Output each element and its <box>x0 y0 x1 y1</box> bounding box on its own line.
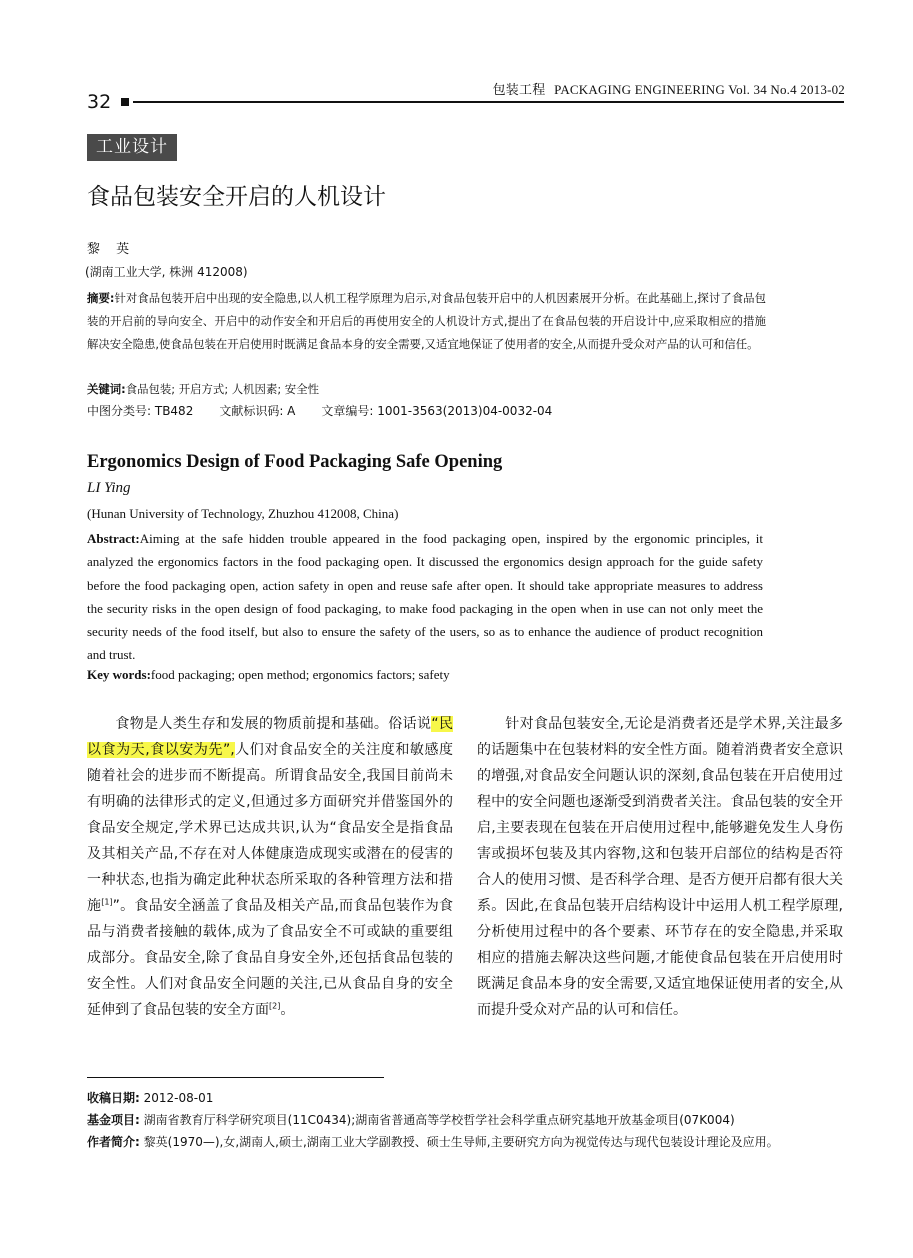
footnote-label: 收稿日期: <box>87 1091 140 1105</box>
citation-ref: [2] <box>269 1001 281 1011</box>
abstract-cn <box>87 287 766 356</box>
body-column-right <box>477 711 843 1023</box>
footnote-author <box>87 1131 847 1153</box>
keywords-en <box>87 667 450 683</box>
article-title-cn: 食品包装安全开启的人机设计 <box>87 184 386 210</box>
body-text: 食物是人类生存和发展的物质前提和基础。俗话说 <box>115 716 432 732</box>
footnote-received <box>87 1087 847 1109</box>
body-text: 人们对食品安全的关注度和敏感度随着社会的进步而不断提高。所谓食品安全,我国目前尚未有明确的法律形式的定义,但通过多方面研究并借鉴国外的食品安全规定,学术界已达成共识,认为“食品安全是指食品及其相关产品,不存在对人体健康造成现实或潜在的侵害的一种状态,也指为确定此种状态所采取的各种管理方法和措施 <box>87 742 454 914</box>
body-text: 。 <box>280 1002 295 1018</box>
keywords-cn <box>87 378 766 401</box>
section-badge: 工业设计 <box>87 134 177 161</box>
journal-name-cn: 包装工程 <box>492 83 546 98</box>
classification-line <box>87 402 552 419</box>
keywords-en-label: Key words: <box>87 667 151 682</box>
article-number: 文章编号: 1001-3563(2013)04-0032-04 <box>321 404 553 418</box>
footnote-label: 基金项目: <box>87 1113 140 1127</box>
header-rule <box>133 101 844 103</box>
journal-name-en: PACKAGING ENGINEERING Vol. 34 No.4 2013-02 <box>554 82 845 97</box>
document-code: 文献标识码: A <box>219 404 296 418</box>
received-date: 2012-08-01 <box>143 1091 214 1105</box>
page-number: 32 <box>87 91 112 113</box>
footnote-fund <box>87 1109 847 1131</box>
keywords-cn-label: 关键词: <box>87 382 126 396</box>
citation-ref: [1] <box>101 897 113 907</box>
fund-text: 湖南省教育厅科学研究项目(11C0434);湖南省普通高等学校哲学社会科学重点研究基地开放基金项目(07K004) <box>143 1113 735 1127</box>
abstract-cn-text: 针对食品包装开启中出现的安全隐患,以人机工程学原理为启示,对食品包装开启中的人机因素展开分析。在此基础上,探讨了食品包装的开启前的导向安全、开启中的动作安全和开启后的再使用安全的人机设计方式,提出了在食品包装的开启设计中,应采取相应的措施解决安全隐患,使食品包装在开启使用时既满足食品本身的安全需要,又适宜地保证了使用者的安全,从而提升受众对产品的认可和信任。 <box>87 291 766 351</box>
article-title-en: Ergonomics Design of Food Packaging Safe Opening <box>87 452 503 472</box>
abstract-en <box>87 527 763 667</box>
clc-number: 中图分类号: TB482 <box>87 404 194 418</box>
affiliation-en: (Hunan University of Technology, Zhuzhou 412008, China) <box>87 506 399 521</box>
footnote-label: 作者简介: <box>87 1135 140 1149</box>
keywords-cn-text: 食品包装; 开启方式; 人机因素; 安全性 <box>125 382 319 396</box>
highlighted-quote: “民以食为天,食以安为先”, <box>87 716 453 758</box>
body-column-left <box>87 711 453 1023</box>
abstract-en-label: Abstract: <box>87 531 140 546</box>
body-text: 针对食品包装安全,无论是消费者还是学术界,关注最多的话题集中在包装材料的安全性方面。随着消费者安全意识的增强,对食品安全问题认识的深刻,食品包装在开启使用过程中的安全问题也逐渐受到消费者关注。食品包装的安全开启,主要表现在包装在开启使用过程中,能够避免发生人身伤害或损坏包装及其内容物,这和包装开启部位的结构是否符合人的使用习惯、是否科学合理、是否方便开启都有很大关系。因此,在食品包装开启结构设计中运用人机工程学原理,分析使用过程中的各个要素、环节存在的安全隐患,并采取相应的措施去解决这些问题,才能使食品包装在开启使用时既满足食品本身的安全需要,又适宜地保证使用者的安全,从而提升受众对产品的认可和信任。 <box>477 716 843 1018</box>
abstract-en-text: Aiming at the safe hidden trouble appeared in the food packaging open, inspired by the ergonomic principles, it analyzed the ergonomics factors in the food packaging open. It discussed the ergonomics design approach for the guide safety before the food packaging open, action safety in open and reuse safe after open. It should take appropriate measures to address the security risks in the open design of food packaging, to make food packaging in the open when in use can not only meet the security needs of the food itself, but also to ensure the safety of the users, so as to enhance the audience of product recognition and trust. <box>87 531 763 663</box>
running-head <box>493 79 845 98</box>
body-text: ”。食品安全涵盖了食品及相关产品,而食品包装作为食品与消费者接触的载体,成为了食品安全不可或缺的重要组成部分。食品安全,除了食品自身安全外,还包括食品包装的安全性。人们对食品安全问题的关注,已从食品自身的安全延伸到了食品包装的安全方面 <box>87 898 454 1018</box>
author-en: LI Ying <box>87 480 131 496</box>
keywords-en-text: food packaging; open method; ergonomics factors; safety <box>150 667 450 682</box>
author-cn: 黎 英 <box>87 242 136 257</box>
author-bio: 黎英(1970—),女,湖南人,硕士,湖南工业大学副教授、硕士生导师,主要研究方向为视觉传达与现代包装设计理论及应用。 <box>143 1135 779 1149</box>
affiliation-cn: (湖南工业大学, 株洲 412008) <box>85 265 248 279</box>
header-square-mark <box>121 98 129 106</box>
footnote-rule <box>87 1077 384 1078</box>
abstract-cn-label: 摘要: <box>87 291 115 305</box>
